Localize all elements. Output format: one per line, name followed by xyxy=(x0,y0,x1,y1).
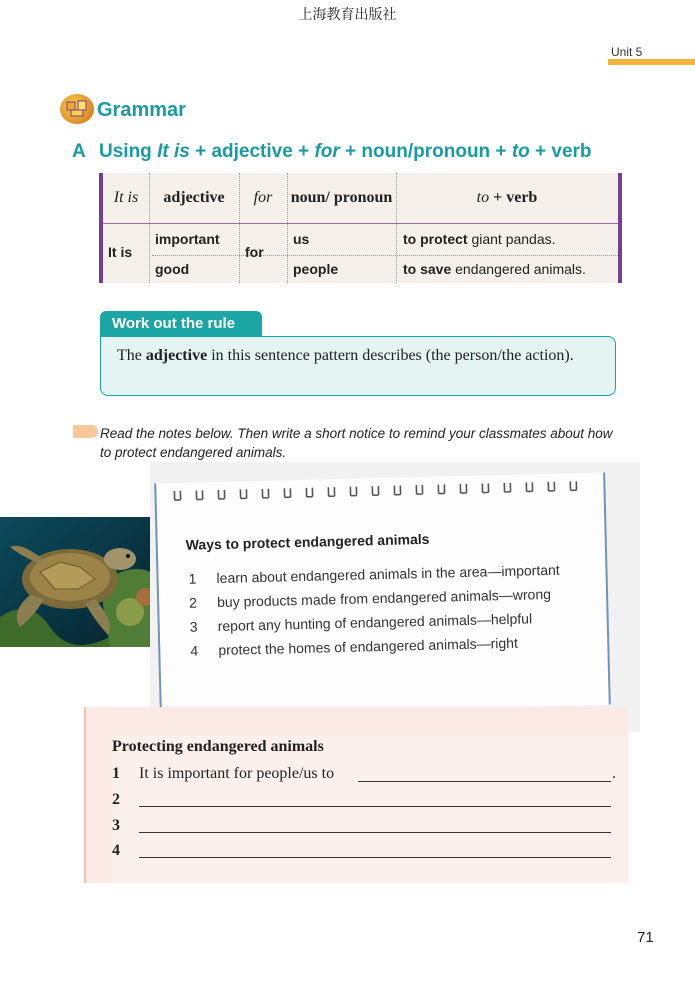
line-1-period: . xyxy=(612,765,616,782)
cell-verb-1: to protect giant pandas. xyxy=(403,231,556,247)
unit-bar xyxy=(608,59,695,65)
sea-turtle-image xyxy=(0,517,160,647)
header-for: for xyxy=(253,189,273,206)
publisher-name: 上海教育出版社 xyxy=(298,7,397,23)
line-number-3: 3 xyxy=(112,817,120,834)
cell-it-is: It is xyxy=(108,244,133,260)
notes-card xyxy=(154,473,611,716)
notes-item: 2 buy products made from endangered animals—wrong xyxy=(188,585,552,611)
unit-label: Unit 5 xyxy=(611,45,643,59)
rule-tab: Work out the rule xyxy=(100,311,262,337)
cell-noun-1: us xyxy=(293,231,310,247)
grammar-badge-icon xyxy=(60,94,94,124)
section-title: Grammar xyxy=(97,99,186,121)
page-number: 71 xyxy=(637,929,654,946)
cell-verb-2: to save endangered animals. xyxy=(403,261,586,277)
header-noun-pronoun: noun/ pronoun xyxy=(290,189,393,206)
section-heading: Using It is + adjective + for + noun/pronoun + to + verb xyxy=(99,141,592,162)
writing-title: Protecting endangered animals xyxy=(112,738,324,755)
line-number-1: 1 xyxy=(112,765,120,782)
notes-item: 3 report any hunting of endangered animals—helpful xyxy=(189,610,533,635)
spiral-binding-icon xyxy=(166,479,596,504)
section-letter: A xyxy=(72,141,86,162)
answer-line-4[interactable] xyxy=(139,857,611,858)
header-it-is: It is xyxy=(113,189,139,206)
rule-box: The adjective in this sentence pattern describes (the person/the action). xyxy=(100,336,616,396)
writing-area xyxy=(112,736,626,883)
notes-item: 4 protect the homes of endangered animals—right xyxy=(190,634,519,659)
cell-noun-2: people xyxy=(293,261,339,277)
grammar-table xyxy=(99,173,622,283)
answer-line-2[interactable] xyxy=(139,806,611,807)
line-number-2: 2 xyxy=(112,791,120,808)
cell-adjective-2: good xyxy=(155,261,190,277)
notes-title: Ways to protect endangered animals xyxy=(185,530,430,553)
answer-line-1[interactable] xyxy=(358,781,611,782)
header-adjective: adjective xyxy=(163,189,225,206)
line-1-prompt: It is important for people/us to xyxy=(139,765,335,782)
task-instruction: Read the notes below. Then write a short notice to remind your classmates about how to protect endangered animals. xyxy=(100,426,613,460)
notes-item: 1 learn about endangered animals in the area—important xyxy=(188,561,560,587)
line-number-4: 4 xyxy=(112,842,120,859)
answer-line-3[interactable] xyxy=(139,832,611,833)
cell-adjective-1: important xyxy=(155,231,220,247)
header-to-verb: to + verb xyxy=(476,189,538,206)
cell-for: for xyxy=(245,244,264,260)
task-marker-icon xyxy=(73,425,98,438)
